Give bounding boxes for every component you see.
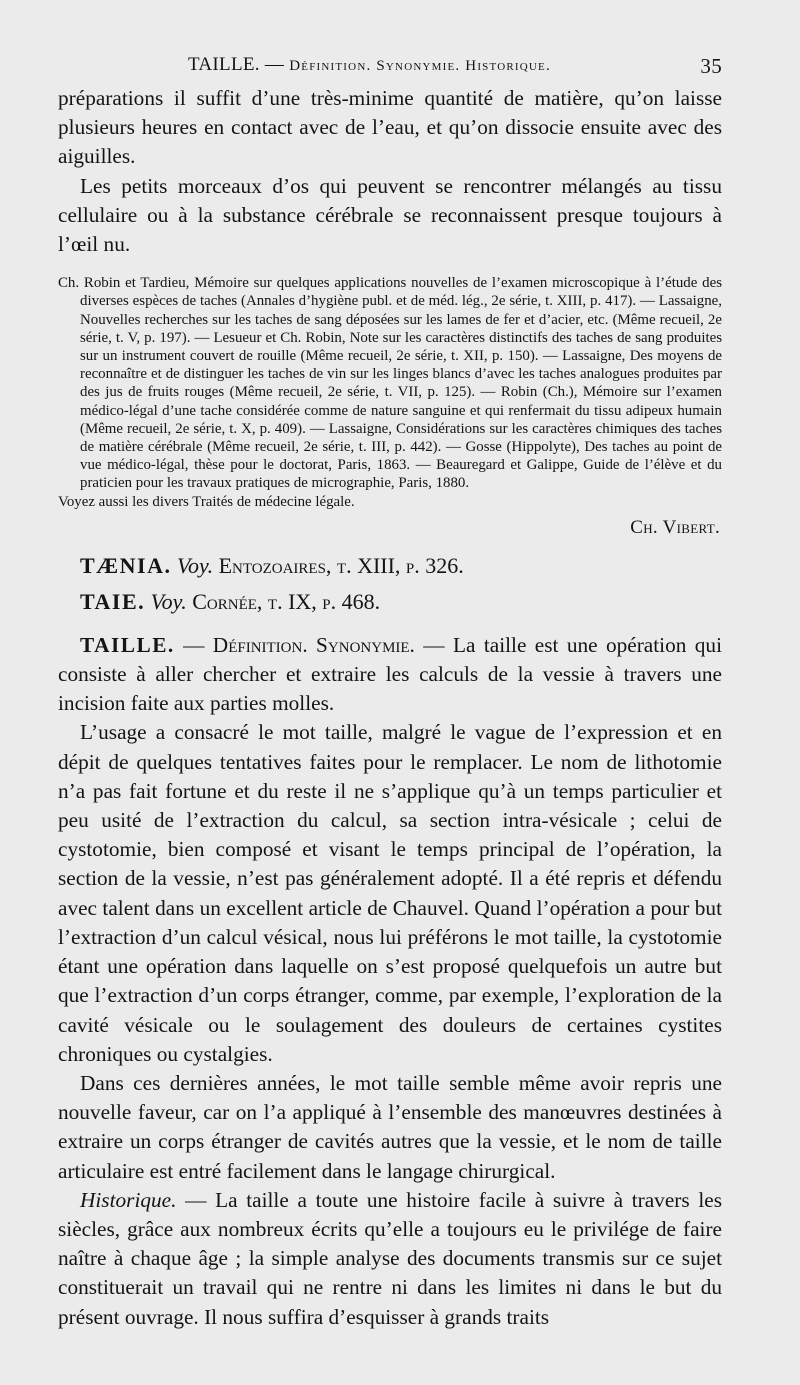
entry-taenia	[58, 551, 722, 581]
author-signature: Ch. Vibert.	[630, 516, 720, 538]
preceding-article-end	[58, 84, 722, 259]
running-head	[58, 50, 722, 84]
entry-voy: Voy.	[177, 552, 214, 578]
running-title-separator: —	[264, 54, 285, 75]
running-title-main: TAILLE.	[188, 54, 260, 75]
paragraph: Les petits morceaux d’os qui peuvent se rencontrer mélangés au tissu cellulaire ou à la substance cérébrale se reconnaissent presque toujours à l’œil nu.	[58, 173, 722, 257]
entry-crossref: Cornée, t. IX, p. 468.	[192, 588, 381, 614]
taille-headword: TAILLE.	[80, 632, 175, 657]
dictionary-page	[58, 50, 722, 1332]
bibliography-see-also: Voyez aussi les divers Traités de médecine légale.	[58, 493, 355, 510]
entry-voy: Voy.	[150, 588, 187, 614]
bibliography	[58, 274, 722, 511]
entry-taie	[58, 587, 722, 617]
taille-intro	[58, 631, 722, 719]
bibliography-references: Ch. Robin et Tardieu, Mémoire sur quelques applications nouvelles de l’examen microscopique à l’étude des diverses espèces de taches (Annales d’hygiène publ. et de méd. lég., 2e série, t. XIII, p. 417). — Lassaigne, Nouvelles recherches sur les taches de sang déposées sur les lames de fer et d’acier, etc. (Même recueil, 2e série, t. V, p. 197). — Lesueur et Ch. Robin, Note sur les caractères distinctifs des taches de sang produites sur un instrument couvert de rouille (Même recueil, 2e série, t. XII, p. 150). — Lassaigne, Des moyens de reconnaître et de distinguer les taches de vin sur les linges blancs d’avec les taches analogues produites par des jus de fruits rouges (Même recueil, 2e série, t. VII, p. 125). — Robin (Ch.), Mémoire sur l’examen médico-légal d’une tache considérée comme de nature sanguine et qui renfermait du tissu adipeux humain (Même recueil, 2e série, t. X, p. 409). — Lassaigne, Considérations sur les caractères chimiques des taches de matière cérébrale (Même recueil, 2e série, t. III, p. 442). — Gosse (Hippolyte), Des taches au point de vue médico-légal, thèse pour le doctorat, Paris, 1863. — Beauregard et Galippe, Guide de l’élève et du praticien pour les travaux pratiques de micrographie, Paris, 1880.	[58, 275, 722, 492]
running-title	[188, 54, 551, 76]
entry-headword: TÆNIA.	[80, 552, 172, 578]
historique-paragraph	[58, 1186, 722, 1332]
taille-intro-text: La taille est une opération qui consiste à aller chercher et extraire les calculs de la vessie à travers une incision faite aux parties molles.	[58, 632, 722, 716]
paragraph: préparations il suffit d’une très-minime quantité de matière, qu’on laisse plusieurs heures en contact avec de l’eau, et qu’on dissocie ensuite avec des aiguilles.	[58, 86, 722, 169]
running-title-sub: Définition. Synonymie. Historique.	[289, 58, 551, 74]
page-number: 35	[700, 54, 722, 78]
entry-headword: TAIE.	[80, 588, 146, 614]
paragraph: L’usage a consacré le mot taille, malgré le vague de l’expression et en dépit de quelques tentatives faites pour le remplacer. Le nom de lithotomie n’a pas fait fortune et du reste il ne s’applique qu’à un temps particulier et peu usité de l’extraction du calcul, sa section intra-vésicale ; celui de cystotomie, bien composé et visant le temps principal de l’opération, la section de la vessie, n’est pas généralement adopté. Il a été repris et défendu avec talent dans un excellent article de Chauvel. Quand l’opération a pour but l’extraction d’un calcul vésical, nous lui préférons le mot taille, la cystotomie étant une opération dans laquelle on s’est proposé quelquefois un autre but que l’extraction d’un corps étranger, comme, par exemple, l’exploration de la cavité vésicale ou le soulagement des douleurs de certaines cystites chroniques ou cystalgies.	[58, 720, 722, 1066]
paragraph: Dans ces dernières années, le mot taille semble même avoir repris une nouvelle faveur, car on l’a appliqué à l’ensemble des manœuvres destinées à extraire un corps étranger de cavités autres que la vessie, et le nom de taille articulaire est entré facilement dans le langage chirurgical.	[58, 1070, 722, 1183]
entry-crossref: Entozoaires, t. XIII, p. 326.	[218, 552, 464, 578]
taille-section-labels: — Définition. Synonymie. —	[183, 632, 445, 657]
historique-text: — La taille a toute une histoire facile à suivre à travers les siècles, grâce aux nombreux écrits qu’elle a toujours eu le privilége de faire naître à chaque âge ; la simple analyse des documents transmis sur ce sujet constituerait un travail qui ne rentre ni dans les limites ni dans le but du présent ouvrage. Il nous suffira d’esquisser à grands traits	[58, 1187, 722, 1329]
article-taille	[58, 631, 722, 1332]
historique-label: Historique.	[80, 1187, 177, 1212]
